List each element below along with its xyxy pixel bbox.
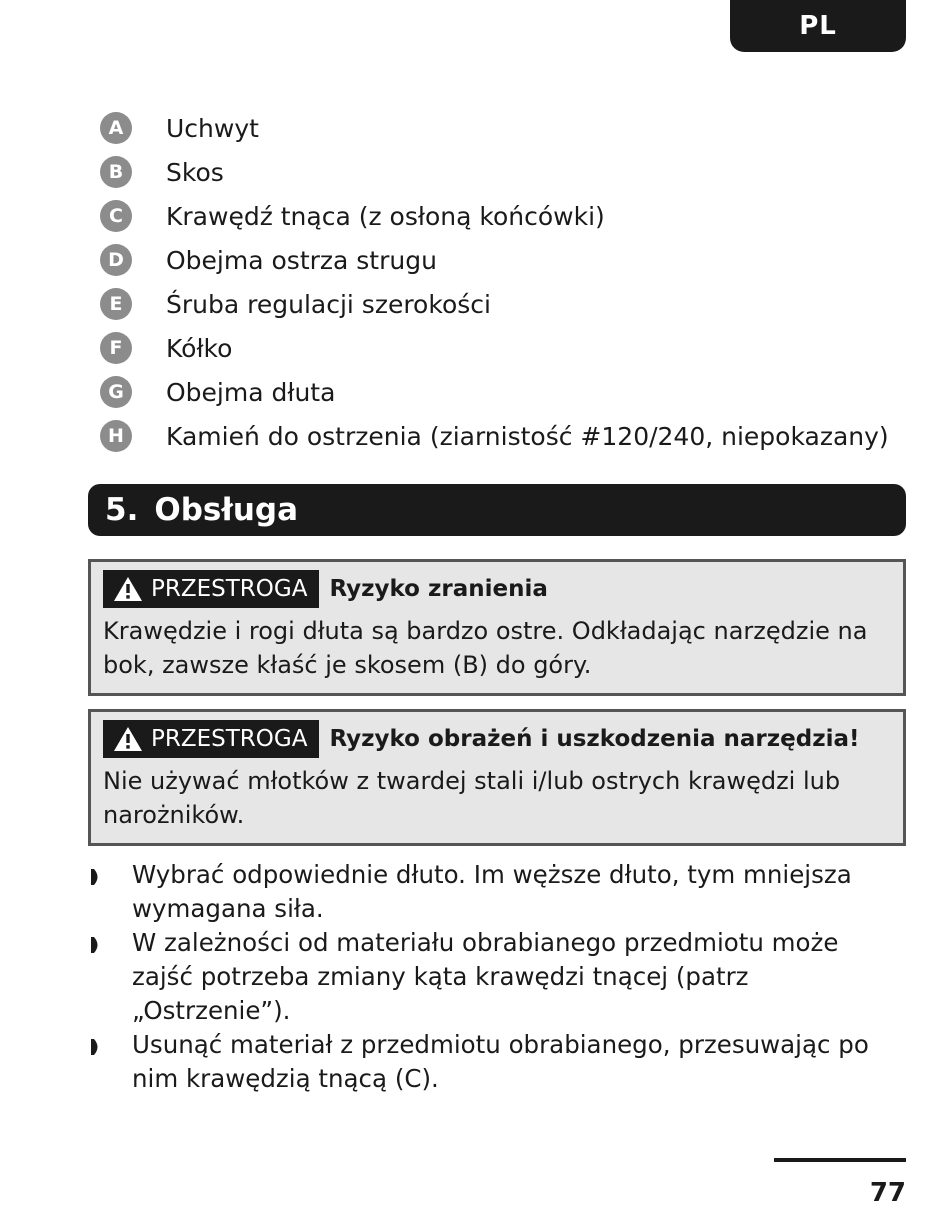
section-title: Obsługa	[154, 492, 299, 528]
caution-badge-label: PRZESTROGA	[151, 576, 308, 602]
part-letter-badge: B	[100, 156, 132, 188]
instruction-text: Wybrać odpowiednie dłuto. Im węższe dłuto, tym mniejsza wymagana siła.	[132, 860, 852, 923]
warning-triangle-icon	[113, 576, 143, 602]
instruction-list	[88, 858, 906, 1096]
footer-rule	[774, 1158, 906, 1162]
caution-header	[103, 720, 891, 758]
instruction-text: Usunąć materiał z przedmiotu obrabianego, przesuwając po nim krawędzią tnącą (C).	[132, 1030, 869, 1093]
section-number: 5.	[105, 492, 139, 528]
part-letter-badge: H	[100, 420, 132, 452]
caution-box	[88, 559, 906, 696]
part-label: Uchwyt	[166, 113, 259, 143]
instruction-item	[88, 926, 906, 1028]
warning-triangle-icon	[113, 726, 143, 752]
parts-list-item	[100, 106, 889, 150]
caution-title: Ryzyko obrażeń i uszkodzenia narzędzia!	[329, 726, 860, 752]
part-label: Krawędź tnąca (z osłoną końcówki)	[166, 201, 605, 231]
part-label: Skos	[166, 157, 224, 187]
part-letter-badge: G	[100, 376, 132, 408]
language-tab: PL	[730, 0, 906, 52]
part-label: Kółko	[166, 333, 233, 363]
instruction-text: W zależności od materiału obrabianego przedmiotu może zajść potrzeba zmiany kąta krawędzi tnącej (patrz „Ostrzenie”).	[132, 928, 839, 1025]
parts-list	[100, 106, 889, 458]
parts-list-item	[100, 194, 889, 238]
caution-badge	[103, 570, 319, 608]
part-label: Kamień do ostrzenia (ziarnistość #120/240, niepokazany)	[166, 421, 889, 451]
bullet-arrow-icon	[90, 868, 102, 886]
parts-list-item	[100, 326, 889, 370]
parts-list-item	[100, 238, 889, 282]
caution-box	[88, 709, 906, 846]
caution-title: Ryzyko zranienia	[329, 576, 548, 602]
bullet-arrow-icon	[90, 1038, 102, 1056]
section-header	[88, 484, 906, 536]
caution-text: Nie używać młotków z twardej stali i/lub ostrych krawędzi lub narożników.	[103, 767, 841, 829]
part-letter-badge: D	[100, 244, 132, 276]
part-label: Obejma dłuta	[166, 377, 336, 407]
caution-text: Krawędzie i rogi dłuta są bardzo ostre. Odkładając narzędzie na bok, zawsze kłaść je skosem (B) do góry.	[103, 617, 868, 679]
parts-list-item	[100, 150, 889, 194]
caution-header	[103, 570, 891, 608]
instruction-item	[88, 1028, 906, 1096]
part-letter-badge: F	[100, 332, 132, 364]
page-number: 77	[869, 1178, 906, 1208]
caution-badge-label: PRZESTROGA	[151, 726, 308, 752]
parts-list-item	[100, 414, 889, 458]
bullet-arrow-icon	[90, 936, 102, 954]
part-letter-badge: C	[100, 200, 132, 232]
parts-list-item	[100, 370, 889, 414]
caution-badge	[103, 720, 319, 758]
part-letter-badge: E	[100, 288, 132, 320]
instruction-item	[88, 858, 906, 926]
part-label: Obejma ostrza strugu	[166, 245, 437, 275]
part-letter-badge: A	[100, 112, 132, 144]
part-label: Śruba regulacji szerokości	[166, 289, 491, 319]
parts-list-item	[100, 282, 889, 326]
